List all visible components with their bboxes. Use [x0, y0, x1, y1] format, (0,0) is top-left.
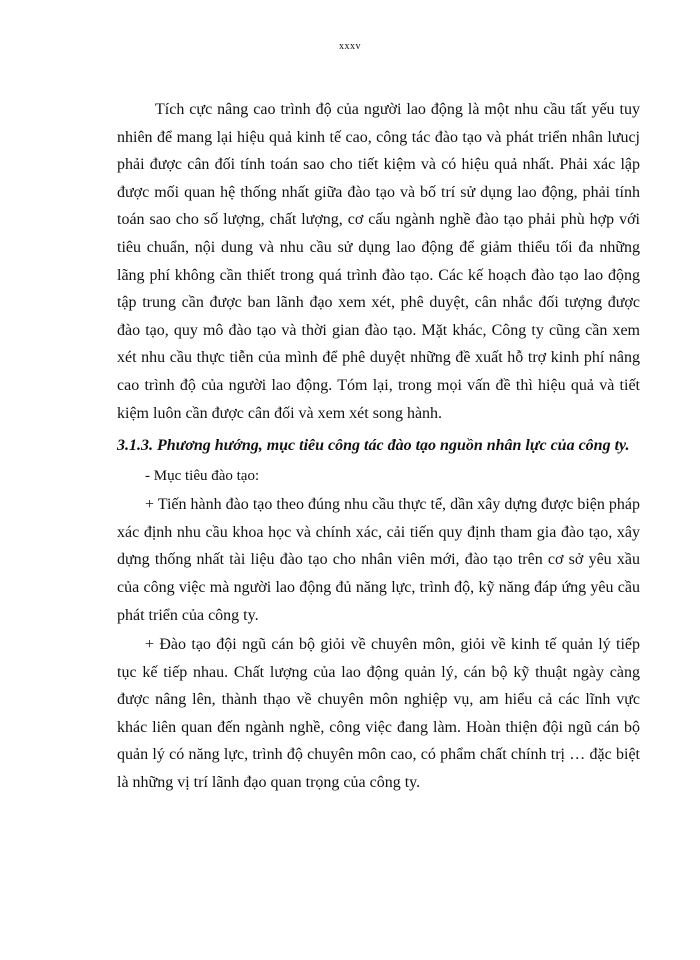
body-text [117, 96, 640, 797]
training-objectives-label: - Mục tiêu đào tạo: [145, 468, 260, 485]
section-heading: 3.1.3. Phương hướng, mục tiêu công tác đào tạo nguồn nhân lực của công ty. [117, 437, 630, 455]
paragraph-objective-2: + Đào tạo đội ngũ cán bộ giỏi về chuyên môn, giỏi về kinh tế quản lý tiếp tục kế tiếp nhau. Chất lượng của lao động quản lý, cán bộ kỹ thuật ngày càng được nâng lên, thành thạo về chuyên môn nghiệp vụ, am hiểu cả các lĩnh vực khác liên quan đến ngành nghề, công việc đang làm. Hoàn thiện đội ngũ cán bộ quản lý có năng lực, trình độ chuyên môn cao, có phẩm chất chính trị … đặc biệt là những vị trí lãnh đạo quan trọng của công ty. [117, 636, 640, 792]
paragraph-objective-1: + Tiến hành đào tạo theo đúng nhu cầu thực tế, dần xây dựng được biện pháp xác định nhu cầu khoa học và chính xác, cải tiến quy định tham gia đào tạo, xây dựng thống nhất tài liệu đào tạo cho nhân viên mới, đào tạo trên cơ sở yêu xầu của công việc mà người lao động đủ năng lực, trình độ, kỹ năng đáp ứng yêu cầu phát triển của công ty. [117, 496, 640, 624]
page-number: xxxv [339, 41, 361, 52]
paragraph-training-efficiency: Tích cực nâng cao trình độ của người lao động là một nhu cầu tất yếu tuy nhiên để mang lại hiệu quả kinh tế cao, công tác đào tạo và phát triển nhân lưucj phải được cân đối tính toán sao cho tiết kiệm và có hiệu quả nhất. Phải xác lập được mối quan hệ thống nhất giữa đào tạo và bố trí sử dụng lao động, phải tính toán sao cho số lượng, chất lượng, cơ cấu ngành nghề đào tạo phải phù hợp với tiêu chuẩn, nội dung và nhu cầu sử dụng lao động để giảm thiểu tối đa những lãng phí không cần thiết trong quá trình đào tạo. Các kế hoạch đào tạo lao động tập trung cần được ban lãnh đạo xem xét, phê duyệt, cân nhắc đối tượng được đào tạo, quy mô đào tạo và thời gian đào tạo. Mặt khác, Công ty cũng cần xem xét nhu cầu thực tiễn của mình để phê duyệt những đề xuất hỗ trợ kinh phí nâng cao trình độ của người lao động. Tóm lại, trong mọi vấn đề thì hiệu quả và tiết kiệm luôn cần được cân đối và xem xét song hành. [117, 101, 640, 422]
